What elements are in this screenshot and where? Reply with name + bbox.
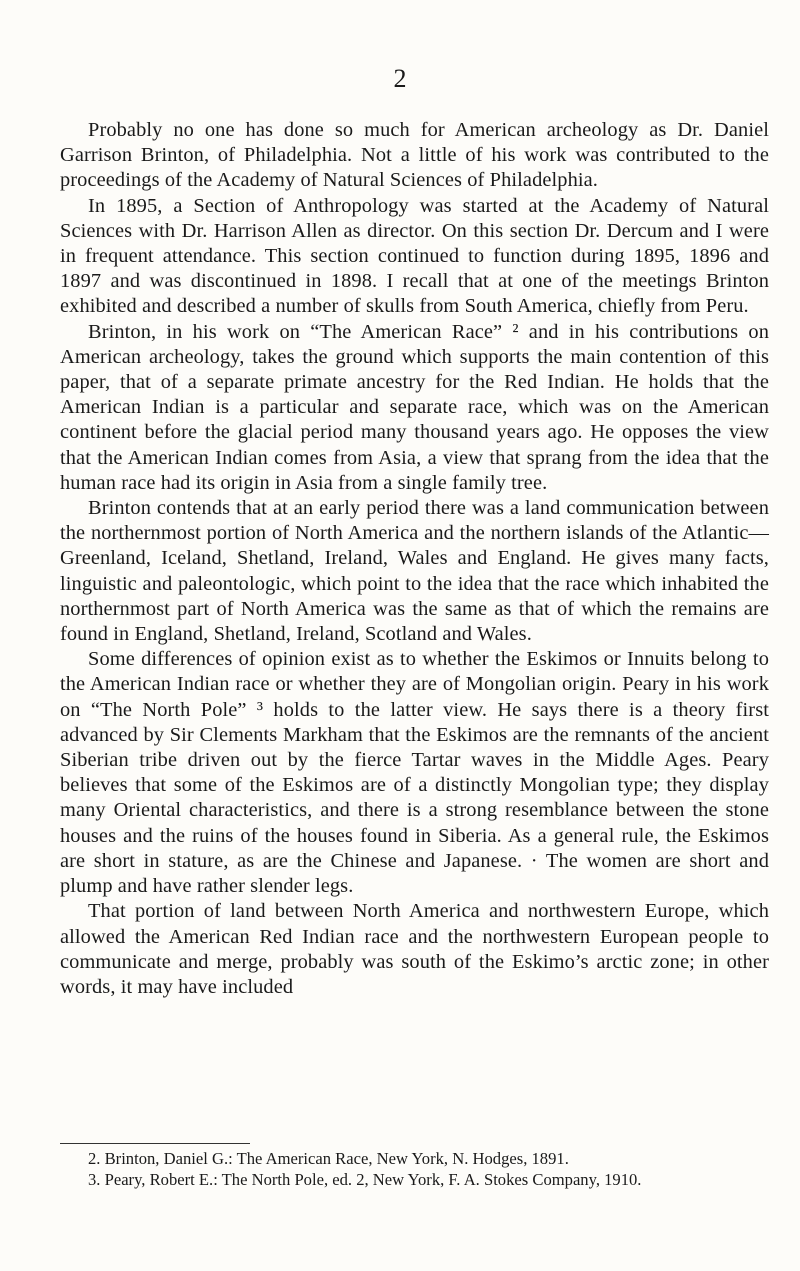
footnote-divider bbox=[60, 1143, 250, 1144]
paragraph: Probably no one has done so much for American archeology as Dr. Daniel Garrison Brinton, of Philadelphia. Not a little of his work was contributed to the proceedings of the Academy of Natural Sciences of Philadelphia. bbox=[60, 119, 769, 192]
footnote: 2. Brinton, Daniel G.: The American Race, New York, N. Hodges, 1891. bbox=[88, 1149, 569, 1168]
paragraph: In 1895, a Section of Anthropology was started at the Academy of Natural Sciences with Dr. Harrison Allen as director. On this section Dr. Dercum and I were in frequent attendance. This section continued to function during 1895, 1896 and 1897 and was discontinued in 1898. I recall that at one of the meetings Brinton exhibited and described a number of skulls from South America, chiefly from Peru. bbox=[60, 194, 769, 318]
footnotes bbox=[60, 1148, 769, 1190]
paragraph: That portion of land between North America and northwestern Europe, which allowed the American Red Indian race and the northwestern European people to communicate and merge, probably was south of the Eskimo’s arctic zone; in other words, it may have included bbox=[60, 900, 769, 998]
paragraph: Brinton contends that at an early period there was a land communication between the northernmost portion of North America and the northern islands of the Atlantic—Greenland, Iceland, Shetland, Ireland, Wales and England. He gives many facts, linguistic and paleontologic, which point to the idea that the race which inhabited the northernmost part of North America was the same as that of which the remains are found in England, Shetland, Ireland, Scotland and Wales. bbox=[60, 497, 769, 646]
footnote: 3. Peary, Robert E.: The North Pole, ed. 2, New York, F. A. Stokes Company, 1910. bbox=[88, 1170, 642, 1190]
paragraph: Brinton, in his work on “The American Race” ² and in his contributions on American archeology, takes the ground which supports the main contention of this paper, that of a separate primate ancestry for the Red Indian. He holds that the American Indian is a particular and separate race, which was on the American continent before the glacial period many thousand years ago. He opposes the view that the American Indian comes from Asia, a view that sprang from the idea that the human race had its origin in Asia from a single family tree. bbox=[60, 320, 769, 494]
page-number: 2 bbox=[393, 64, 407, 93]
paragraph: Some differences of opinion exist as to whether the Eskimos or Innuits belong to the American Indian race or whether they are of Mongolian origin. Peary in his work on “The North Pole” ³ holds to the latter view. He says there is a theory first advanced by Sir Clements Markham that the Eskimos are the remnants of the ancient Siberian tribe driven out by the fierce Tartar waves in the Middle Ages. Peary believes that some of the Eskimos are of a distinctly Mongolian type; they display many Oriental characteristics, and there is a strong resemblance between the stone houses and the ruins of the houses found in Siberia. As a general rule, the Eskimos are short in stature, as are the Chinese and Japanese. · The women are short and plump and have rather slender legs. bbox=[60, 648, 769, 898]
body-text bbox=[60, 118, 769, 1000]
